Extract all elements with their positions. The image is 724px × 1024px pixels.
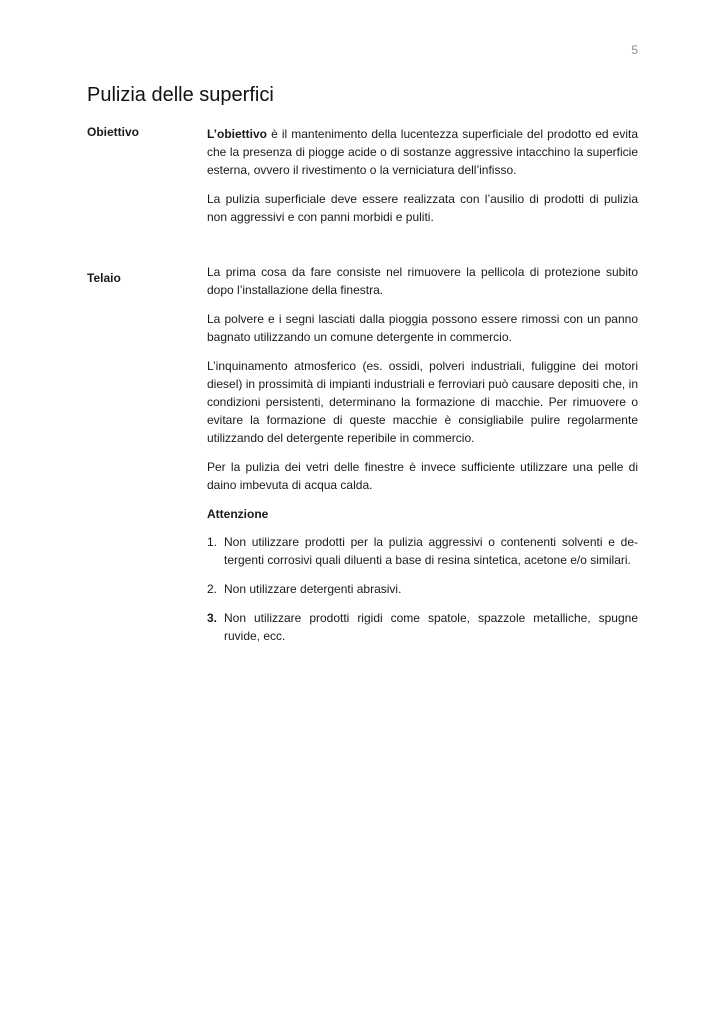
obiettivo-paragraph-2: La pulizia superficiale deve essere realizzata con l’ausilio di prodotti di pulizia non aggressivi e con panni morbidi e puliti. xyxy=(207,192,638,224)
list-item xyxy=(207,609,638,645)
list-item xyxy=(207,580,638,598)
list-item-text: Non utilizzare prodotti per la pulizia aggressivi o contenenti solventi e de-tergenti corrosivi quali diluenti a base di resina sintetica, acetone e/o similari. xyxy=(224,535,638,567)
section-body-obiettivo xyxy=(207,125,638,237)
list-item-text: Non utilizzare prodotti rigidi come spatole, spazzole metalliche, spugne ruvide, ecc. xyxy=(224,611,638,643)
list-item xyxy=(207,533,638,569)
list-item-number: 2. xyxy=(207,582,218,596)
page-number: 5 xyxy=(631,43,638,57)
section-body-telaio xyxy=(207,263,638,656)
list-item-number: 1. xyxy=(207,535,218,549)
section-label-obiettivo: Obiettivo xyxy=(87,125,140,139)
attention-heading: Attenzione xyxy=(207,507,269,521)
attention-list xyxy=(207,533,638,645)
list-item-text: Non utilizzare detergenti abrasivi. xyxy=(224,582,402,596)
page-title: Pulizia delle superfici xyxy=(87,84,274,106)
obiettivo-paragraph-1 xyxy=(207,125,638,179)
section-label-telaio: Telaio xyxy=(87,271,121,285)
telaio-paragraph-3: L’inquinamento atmosferico (es. ossidi, polveri industriali, fuliggine dei motori diesel) in prossimità di impianti industriali e ferroviari può causare depositi che, in condizioni persistenti, determinano la formazione di macchie. Per rimuovere o evitare la formazione di queste macchie è consigliabile pulire regolarmente utilizzando del detergente reperibile in commercio. xyxy=(207,359,638,445)
telaio-paragraph-2: La polvere e i segni lasciati dalla pioggia possono essere rimossi con un panno bagnato utilizzando un comune detergente in commercio. xyxy=(207,312,638,344)
obiettivo-lead: L’obiettivo xyxy=(207,127,267,141)
obiettivo-paragraph-1-text: è il mantenimento della lucentezza superficiale del prodotto ed evita che la presenza di piogge acide o di sostanze aggressive intacchino la superficie esterna, ovvero il rivestimento o la verniciatura dell’infisso. xyxy=(207,127,638,177)
telaio-paragraph-4: Per la pulizia dei vetri delle finestre è invece sufficiente utilizzare una pelle di daino imbevuta di acqua calda. xyxy=(207,460,638,492)
telaio-paragraph-1: La prima cosa da fare consiste nel rimuovere la pellicola di protezione subito dopo l’installazione della finestra. xyxy=(207,265,638,297)
list-item-number: 3. xyxy=(207,611,218,625)
